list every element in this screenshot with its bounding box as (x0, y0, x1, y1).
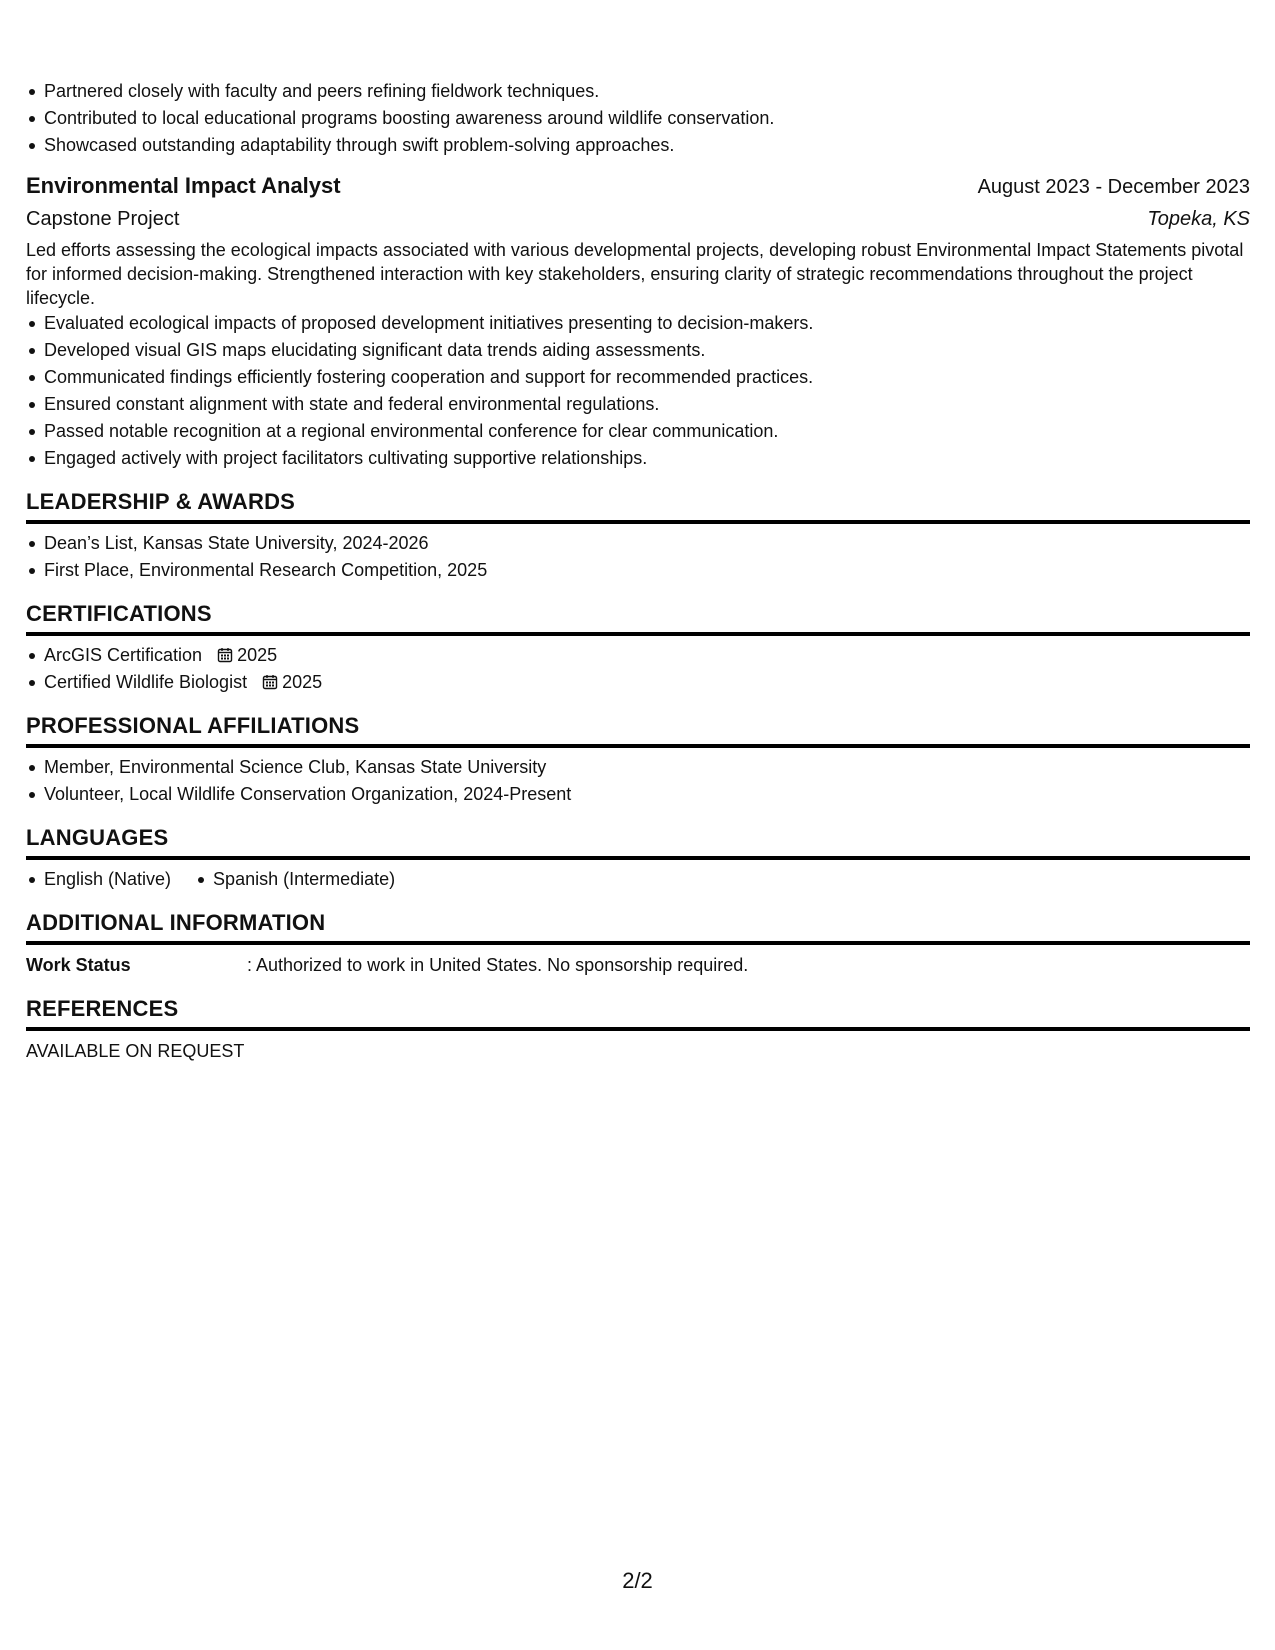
leadership-section (26, 486, 1250, 584)
section-title: PROFESSIONAL AFFILIATIONS (26, 710, 1250, 748)
affiliations-list (26, 754, 1250, 808)
list-item: Showcased outstanding adaptability through swift problem-solving approaches. (26, 132, 1250, 159)
list-item: Evaluated ecological impacts of proposed development initiatives presenting to decision-makers. (26, 310, 1250, 337)
job-subheader (26, 204, 1250, 234)
previous-job-bullets (26, 78, 1250, 159)
list-item: Member, Environmental Science Club, Kansas State University (26, 754, 1250, 781)
list-item: Developed visual GIS maps elucidating significant data trends aiding assessments. (26, 337, 1250, 364)
certification-date (217, 645, 277, 665)
work-status-row (26, 951, 1250, 979)
section-title: REFERENCES (26, 993, 1250, 1031)
certification-year: 2025 (237, 645, 278, 665)
additional-info-section (26, 907, 1250, 979)
section-title: ADDITIONAL INFORMATION (26, 907, 1250, 945)
list-item: Engaged actively with project facilitators cultivating supportive relationships. (26, 445, 1250, 472)
job-location: Topeka, KS (1147, 208, 1250, 230)
job-description: Led efforts assessing the ecological impacts associated with various developmental projects, developing robust Environmental Impact Statements pivotal for informed decision-making. Strengthened interaction with key stakeholders, ensuring clarity of strategic recommendations throughout the project lifecycle. (26, 240, 1244, 308)
list-item: Spanish (Intermediate) (195, 866, 395, 893)
work-status-label: Work Status (26, 955, 131, 975)
section-title: LEADERSHIP & AWARDS (26, 486, 1250, 524)
job-header (26, 171, 1250, 202)
list-item: Volunteer, Local Wildlife Conservation Organization, 2024-Present (26, 781, 1250, 808)
resume-page (26, 78, 1250, 1065)
list-item: Partnered closely with faculty and peers refining fieldwork techniques. (26, 78, 1250, 105)
references-text: AVAILABLE ON REQUEST (26, 1041, 245, 1061)
section-title: LANGUAGES (26, 822, 1250, 860)
list-item: Dean’s List, Kansas State University, 2024-2026 (26, 530, 1250, 557)
certification-name: ArcGIS Certification (44, 645, 203, 665)
section-title: CERTIFICATIONS (26, 598, 1250, 636)
certifications-list (26, 642, 1250, 696)
leadership-list (26, 530, 1250, 584)
references-section (26, 993, 1250, 1065)
list-item: Contributed to local educational programs boosting awareness around wildlife conservation. (26, 105, 1250, 132)
job-dates: August 2023 - December 2023 (977, 176, 1250, 198)
job-organization: Capstone Project (26, 208, 180, 230)
languages-list (26, 866, 1250, 893)
job-title: Environmental Impact Analyst (26, 173, 341, 198)
list-item (26, 642, 1250, 669)
list-item: First Place, Environmental Research Competition, 2025 (26, 557, 1250, 584)
page-number: 2/2 (622, 1568, 653, 1593)
list-item: English (Native) (26, 866, 171, 893)
affiliations-section (26, 710, 1250, 808)
certifications-section (26, 598, 1250, 696)
calendar-icon (262, 674, 278, 690)
certification-year: 2025 (282, 672, 323, 692)
list-item (26, 669, 1250, 696)
calendar-icon (217, 647, 233, 663)
work-status-value: : Authorized to work in United States. No sponsorship required. (247, 955, 749, 975)
list-item: Ensured constant alignment with state and federal environmental regulations. (26, 391, 1250, 418)
list-item: Communicated findings efficiently fostering cooperation and support for recommended practices. (26, 364, 1250, 391)
certification-name: Certified Wildlife Biologist (44, 672, 248, 692)
certification-date (262, 672, 322, 692)
job-bullets (26, 310, 1250, 472)
languages-section (26, 822, 1250, 893)
list-item: Passed notable recognition at a regional environmental conference for clear communication. (26, 418, 1250, 445)
